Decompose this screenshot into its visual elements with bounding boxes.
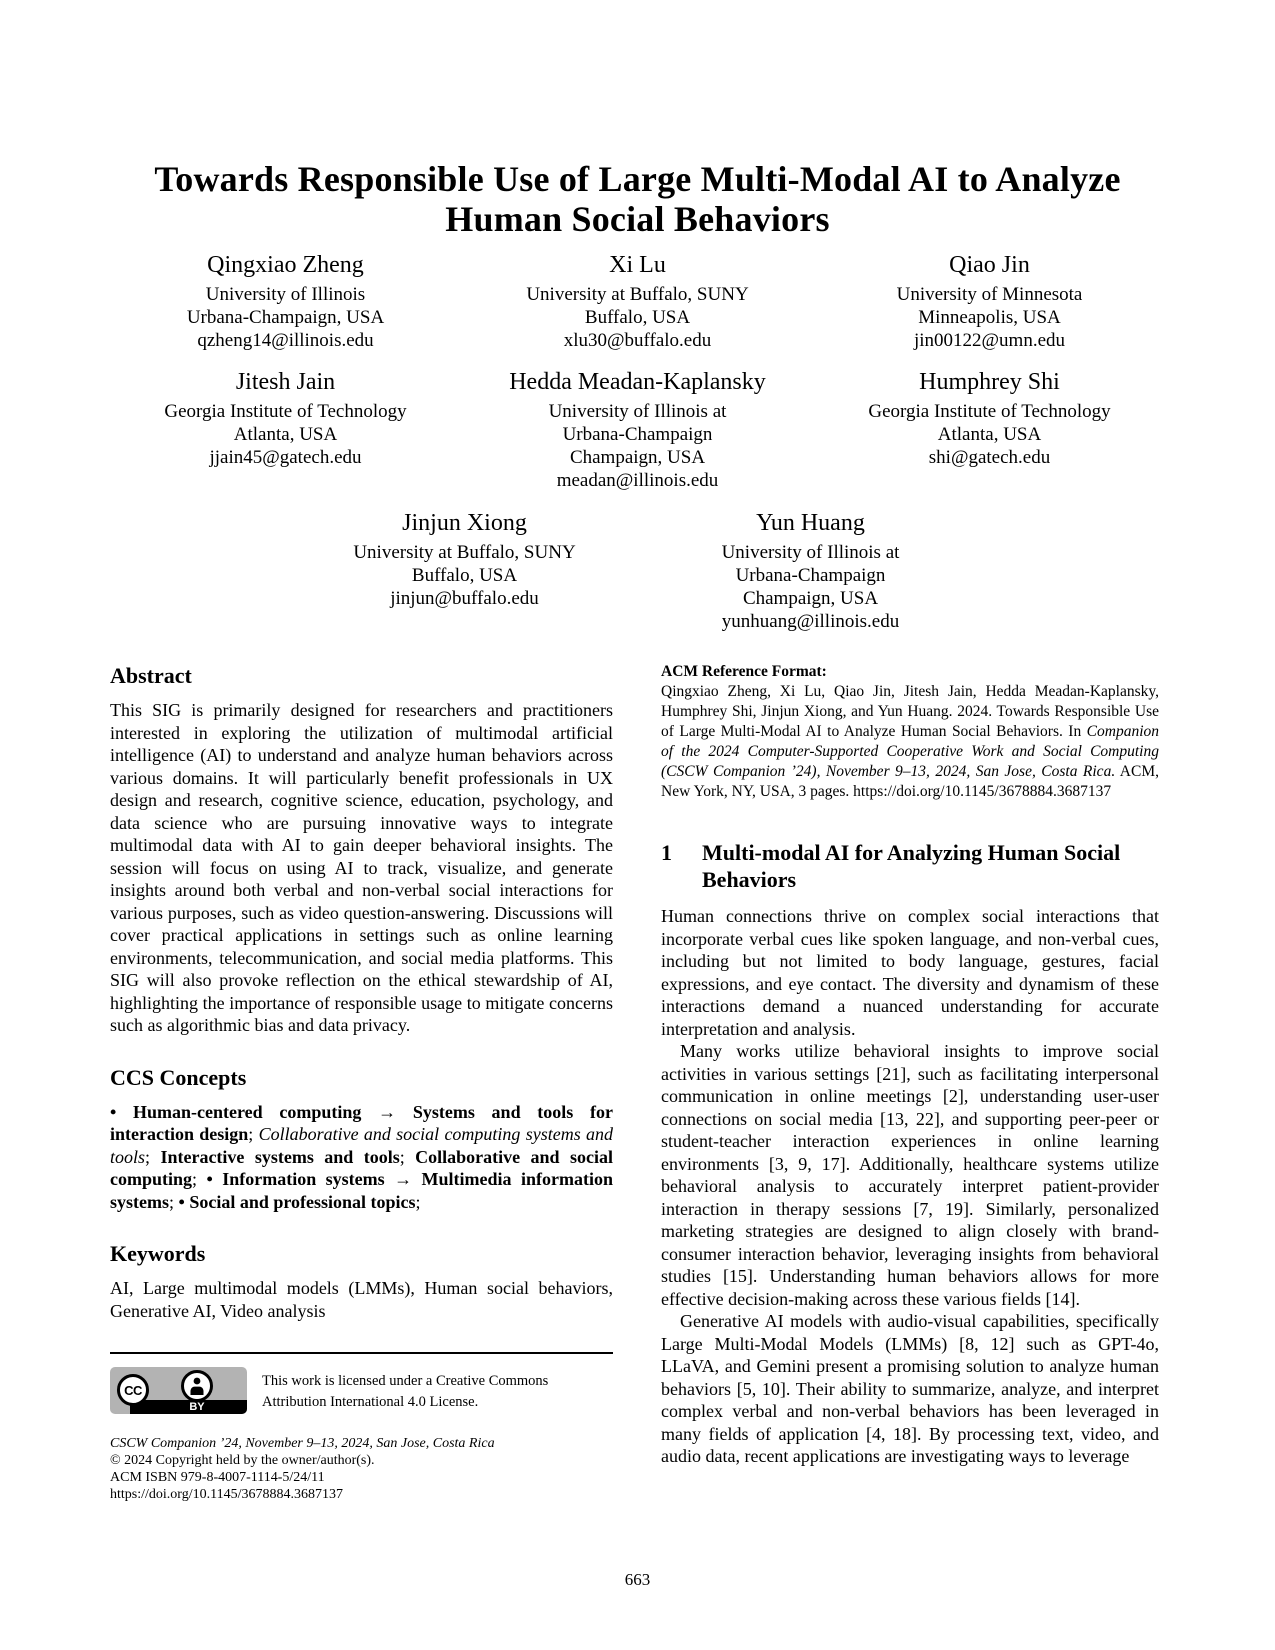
cc-icon: CC [117,1374,149,1406]
footnote-divider [110,1352,613,1354]
ccs-segment: • Information systems → Multimedia information systems [110,1169,613,1212]
ccs-heading: CCS Concepts [110,1064,247,1090]
left-column [110,662,613,1503]
cc-by-person-icon [181,1370,213,1402]
section-number: 1 [661,840,672,865]
author-name: Humphrey Shi [919,369,1060,395]
paper-title [0,159,1275,239]
ccs-segment: • Human-centered computing → Systems and tools for interaction design [110,1101,613,1144]
author-affiliation-line: Georgia Institute of Technology [164,401,407,422]
author-affiliation-line: Georgia Institute of Technology [868,401,1111,422]
ccs-segment: Collaborative and social computing systems and tools [110,1124,613,1167]
author-email: yunhuang@illinois.edu [721,611,900,632]
cc-by-label: BY [189,1401,205,1413]
author-name: Jitesh Jain [235,369,336,395]
author-affiliation-line: Champaign, USA [742,588,879,609]
keywords-heading: Keywords [110,1241,206,1266]
paper-title-line-2: Human Social Behaviors [445,199,830,239]
conference-info: CSCW Companion ’24, November 9–13, 2024, San Jose, Costa Rica [110,1436,495,1451]
ccs-segment: ; [145,1146,161,1167]
reference-segment: Qingxiao Zheng, Xi Lu, Qiao Jin, Jitesh Jain, Hedda Meadan-Kaplansky, Humphrey Shi, Jinjun Xiong, and Yun Huang. 2024. Towards Responsible Use of Large Multi-Modal AI to Analyze Human Social Behaviors. In [661,683,1159,740]
author-email: meadan@illinois.edu [556,470,719,491]
author-block [462,367,814,492]
section-1-heading [661,839,1159,893]
section-1-paragraph-3: Generative AI models with audio-visual capabilities, specifically Large Multi-Modal Models (LMMs) [8, 12] such as GPT-4o, LLaVA, and Gemini present a promising solution to analyze human behaviors [5, 10]. Their ability to summarize, analyze, and interpret complex verbal and non-verbal behaviors has been leveraged in many fields of application [4, 18]. By processing text, video, and audio data, recent applications are investigating ways to leverage [661,1311,1159,1466]
keywords-text: AI, Large multimodal models (LMMs), Human social behaviors, Generative AI, Video analysis [110,1278,613,1321]
ccs-segment: ; [248,1124,259,1144]
ccs-segment: Collaborative and social computing [110,1146,613,1189]
author-affiliation-line: University at Buffalo, SUNY [353,542,576,563]
reference-segment: Companion of the 2024 Computer-Supported Cooperative Work and Social Computing (CSCW Companion ’24), November 9–13, 2024, San Jose, Costa Rica. [661,723,1159,780]
author-block [638,508,984,633]
author-affiliation-line: University at Buffalo, SUNY [526,284,749,305]
author-email: jjain45@gatech.edu [209,447,362,468]
ccs-segment: ; [415,1191,421,1212]
author-name: Jinjun Xiong [402,510,527,536]
author-name: Qingxiao Zheng [207,252,364,278]
doi-link[interactable]: https://doi.org/10.1145/3678884.3687137 [110,1487,343,1502]
author-affiliation-line: Atlanta, USA [233,424,338,445]
author-name: Qiao Jin [949,252,1030,278]
license-text: This work is licensed under a Creative Commons Attribution International 4.0 License. [262,1373,549,1410]
reference-segment: ACM, New York, NY, USA, 3 pages. https://doi.org/10.1145/3678884.3687137 [661,763,1159,800]
author-block [110,367,462,492]
ccs-segment: Interactive systems and tools [160,1146,400,1167]
isbn-line: ACM ISBN 979-8-4007-1114-5/24/11 [110,1470,325,1485]
author-affiliation-line: Urbana-Champaign [562,424,713,445]
author-affiliation-line: Buffalo, USA [584,307,691,328]
acm-reference-heading: ACM Reference Format: [661,663,827,680]
authors-row-3 [0,508,1275,633]
author-affiliation-line: Urbana-Champaign, USA [186,307,385,328]
author-affiliation-line: University of Illinois at [721,542,900,563]
author-affiliation-line: University of Minnesota [896,284,1083,305]
paper-title-line-1: Towards Responsible Use of Large Multi-Modal AI to Analyze [154,159,1121,199]
cc-by-badge[interactable] [110,1367,247,1414]
author-affiliation-line: Champaign, USA [569,447,706,468]
authors-row-1 [0,250,1275,352]
author-affiliation-line: Urbana-Champaign [735,565,886,586]
ccs-segment: • Social and professional topics [178,1191,416,1212]
author-affiliation-line: Minneapolis, USA [918,307,1061,328]
author-block [462,250,814,352]
acm-reference-text [661,682,1159,802]
abstract-heading: Abstract [110,663,192,688]
author-affiliation-line: University of Illinois [205,284,366,305]
author-block [110,250,462,352]
publication-info [110,1435,613,1503]
author-email: jinjun@buffalo.edu [390,588,539,609]
page-number: 663 [624,1570,651,1589]
ccs-segment: ; [192,1169,207,1189]
ccs-segment: ; [169,1191,179,1212]
author-affiliation-line: University of Illinois at [548,401,727,422]
section-title: Multi-modal AI for Analyzing Human Social Behaviors [702,840,1121,892]
author-block [814,367,1166,492]
author-name: Yun Huang [756,510,865,536]
author-block [814,250,1166,352]
authors-row-2 [0,367,1275,492]
abstract-text: This SIG is primarily designed for researchers and practitioners interested in exploring the utilization of multimodal artificial intelligence (AI) to understand and analyze human behaviors across various domains. It will particularly benefit professionals in UX design and research, cognitive science, education, psychology, and data science who are pursuing innovative ways to integrate multimodal data with AI to gain deeper behavioral insights. The session will focus on using AI to track, visualize, and generate insights around both verbal and non-verbal social interactions for various purposes, such as video question-answering. Discussions will cover practical applications in settings such as online learning environments, telecommunication, and social media platforms. This SIG will also provoke reflection on the ethical stewardship of AI, highlighting the importance of responsible usage to mitigate concerns such as algorithmic bias and data privacy. [110,700,613,1035]
author-email: qzheng14@illinois.edu [197,330,374,351]
ccs-segment: ; [399,1146,416,1167]
copyright-line: © 2024 Copyright held by the owner/author(s). [110,1453,375,1468]
author-name: Hedda Meadan-Kaplansky [509,369,766,395]
license-row [110,1367,613,1414]
author-email: jin00122@umn.edu [913,330,1066,351]
author-affiliation-line: Atlanta, USA [937,424,1042,445]
author-affiliation-line: Buffalo, USA [411,565,518,586]
section-1-paragraph-1: Human connections thrive on complex social interactions that incorporate verbal cues like spoken language, and non-verbal cues, including but not limited to body language, gestures, facial expressions, and eye contact. The diversity and dynamism of these interactions demand a nuanced understanding for accurate interpretation and analysis. [661,906,1159,1039]
ccs-text [110,1101,613,1214]
author-block [292,508,638,633]
right-column [661,662,1159,1468]
section-1-paragraph-2: Many works utilize behavioral insights to improve social activities in various settings [21], such as facilitating interpersonal communication in online meetings [2], understanding user-user connections on social media [13, 22], and supporting peer-peer or student-teacher interaction experiences in online learning environments [3, 9, 17]. Additionally, healthcare systems utilize behavioral analysis to accurately interpret patient-provider interaction in therapy sessions [7, 19]. Similarly, personalized marketing strategies are designed to align closely with brand-consumer interaction behavior, leveraging insights from behavioral studies [15]. Understanding human behaviors allows for more effective decision-making across these various fields [14]. [661,1041,1159,1309]
author-email: shi@gatech.edu [928,447,1051,468]
author-email: xlu30@buffalo.edu [563,330,712,351]
author-name: Xi Lu [609,252,666,278]
